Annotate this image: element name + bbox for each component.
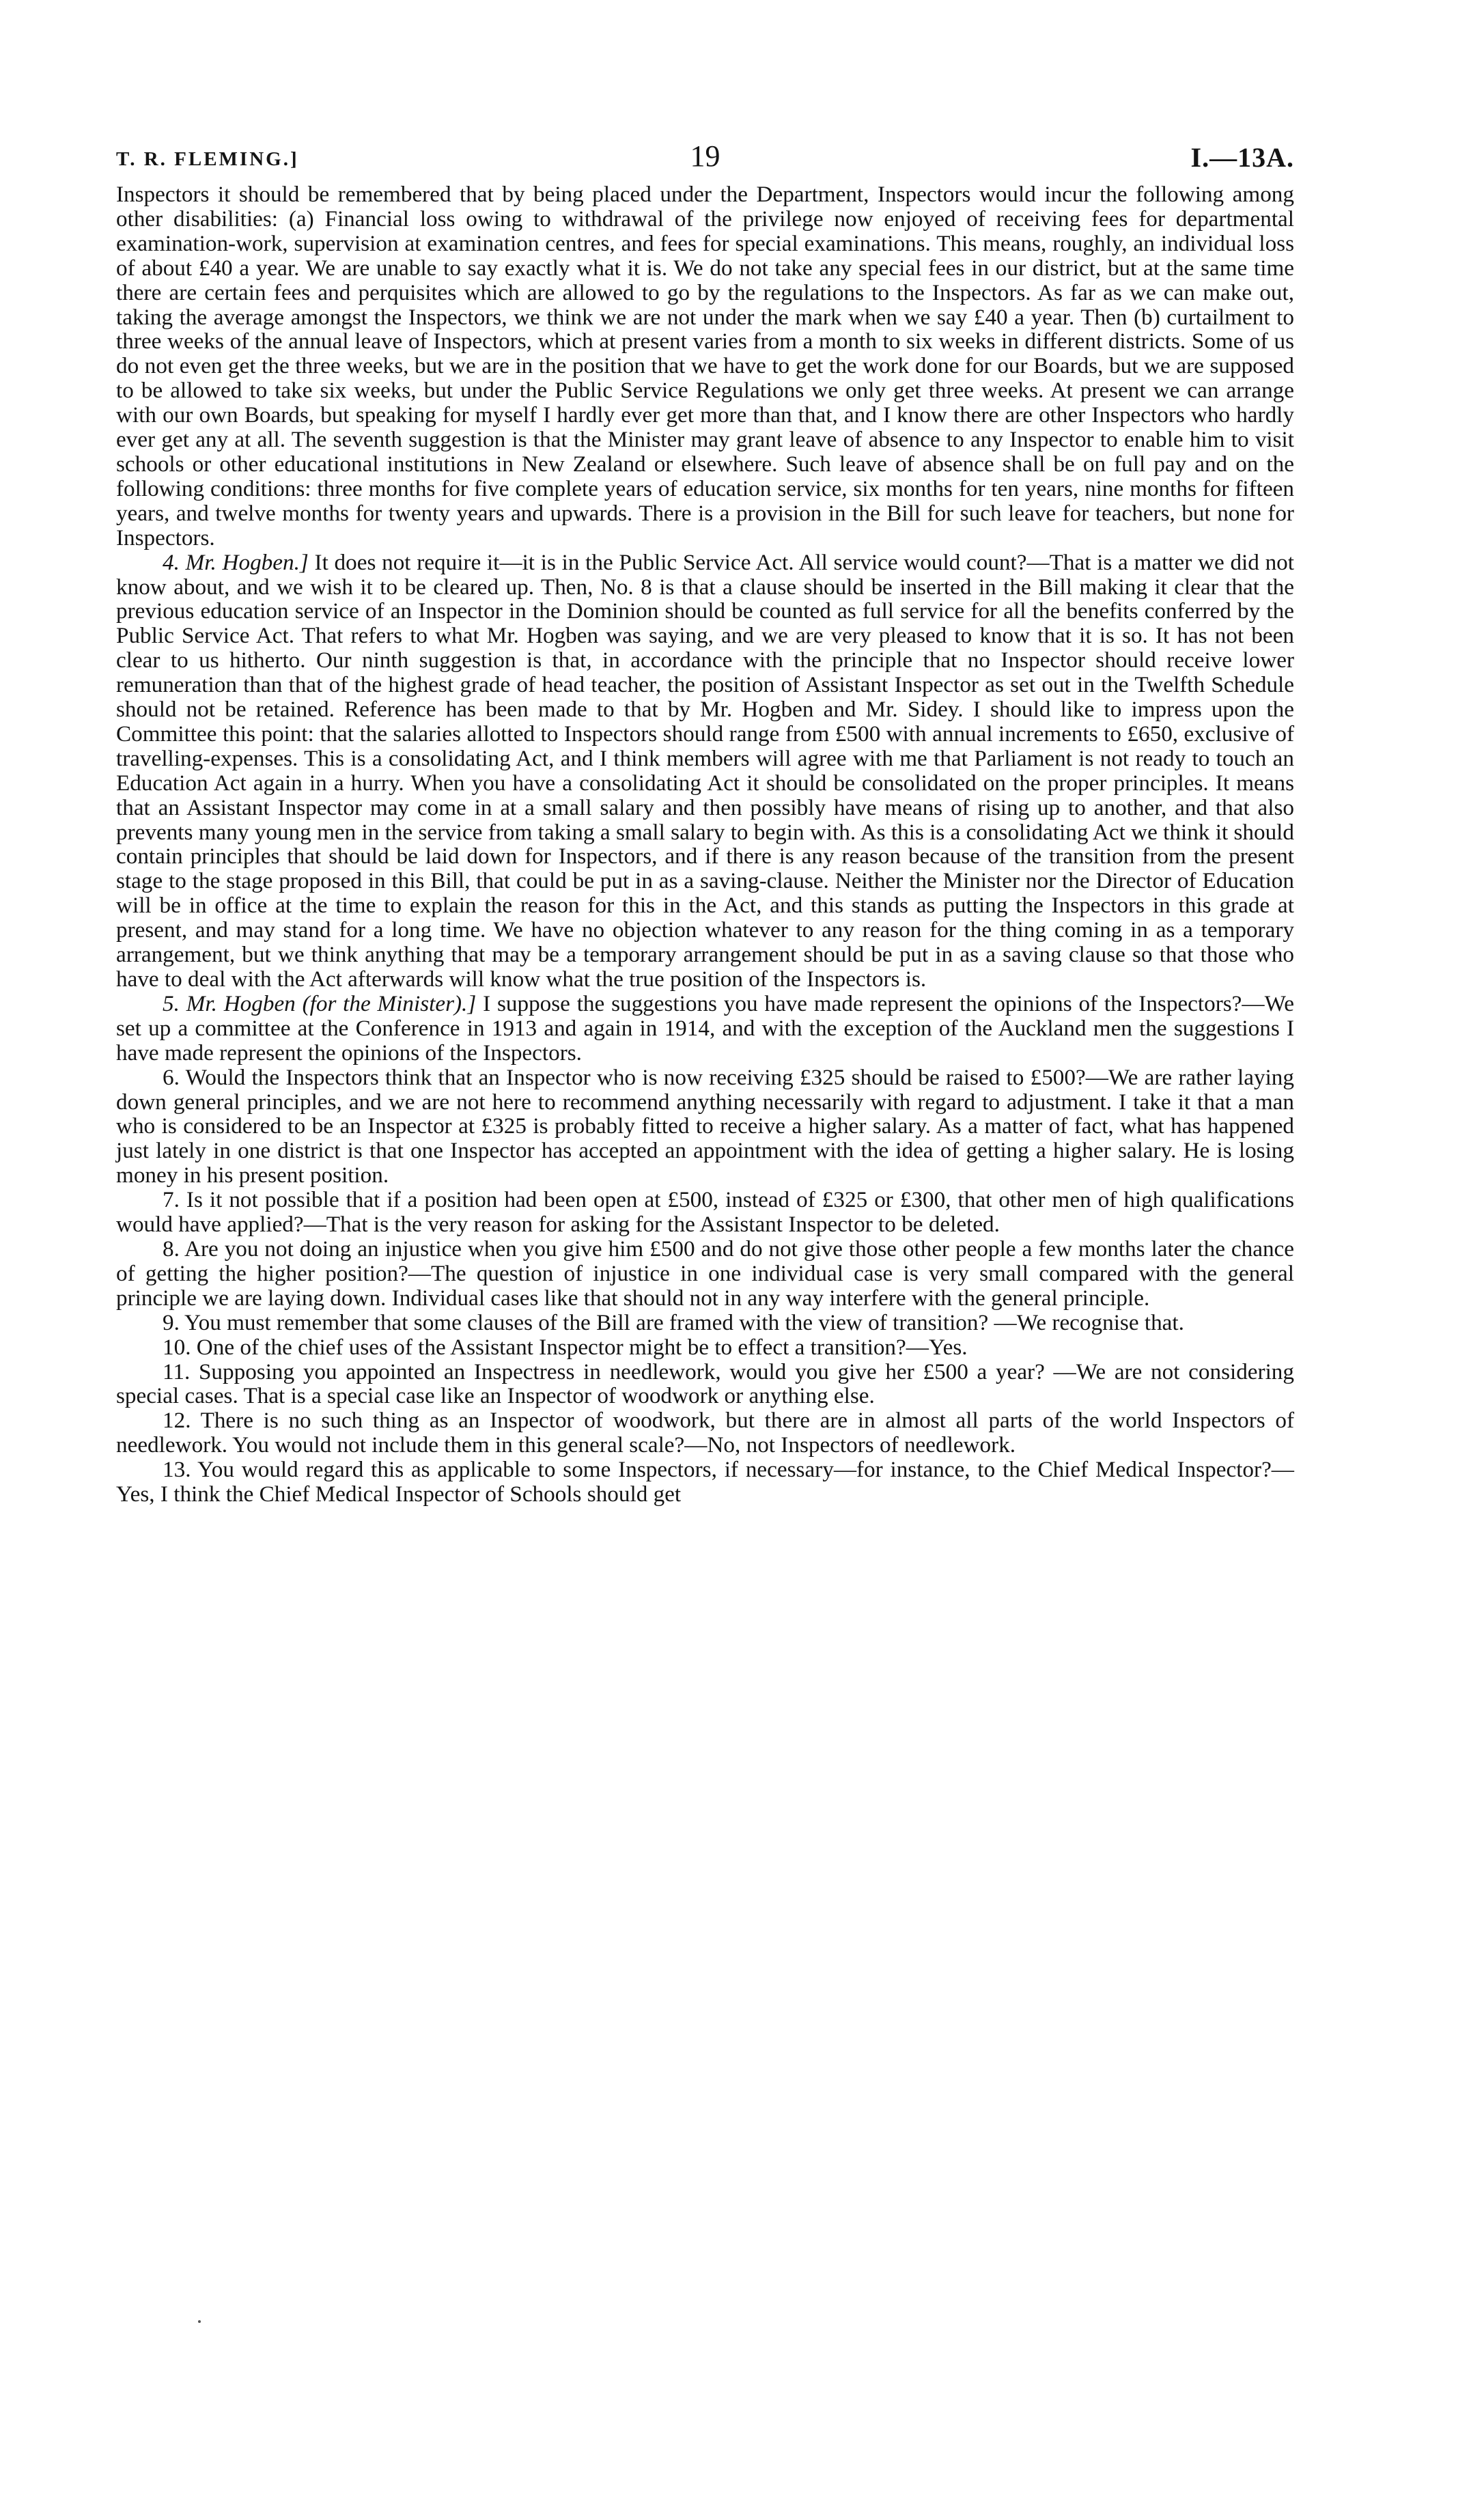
question-number-and-speaker: 4. Mr. Hogben.] (163, 549, 309, 575)
paragraph (116, 1360, 1294, 1409)
paragraph-text: Inspectors it should be remembered that by being placed under the Department, Inspectors would incur the following among other disabilities: (a) Financial loss owing to withdrawal of the privilege now enjoyed of receiving fees for departmental examination-work, supervision at examination centres, and fees for special examinations. This means, roughly, an individual loss of about £40 a year. We are unable to say exactly what it is. We do not take any special fees in our district, but at the same time there are certain fees and perquisites which are allowed to go by the regulations to the Inspectors. As far as we can make out, taking the average amongst the Inspectors, we think we are not under the mark when we say £40 a year. Then (b) curtailment to three weeks of the annual leave of Inspectors, which at present varies from a month to six weeks in different districts. Some of us do not even get the three weeks, but we are in the position that we have to get the work done for our Boards, but we are supposed to be allowed to take six weeks, but under the Public Service Regulations we only get three weeks. At present we can arrange with our own Boards, but speaking for myself I hardly ever get more than that, and I know there are other Inspectors who hardly ever get any at all. The seventh suggestion is that the Minister may grant leave of absence to any Inspector to enable him to visit schools or other educational institutions in New Zealand or elsewhere. Such leave of absence shall be on full pay and on the following conditions: three months for five complete years of education service, six months for ten years, nine months for fifteen years, and twelve months for twenty years and upwards. There is a provision in the Bill for such leave for teachers, but none for Inspectors. (116, 182, 1294, 551)
paragraph (116, 551, 1294, 992)
page-speck (198, 2320, 201, 2323)
paragraph (116, 1458, 1294, 1507)
paragraph (116, 1066, 1294, 1188)
paragraph (116, 182, 1294, 551)
paragraph (116, 1311, 1294, 1335)
paragraph-text: 9. You must remember that some clauses of the Bill are framed with the view of transition? —We recognise that. (163, 1309, 1184, 1335)
paragraph-text: I suppose the suggestions you have made represent the opinions of the Inspectors?—We set up a committee at the Conference in 1913 and again in 1914, and with the exception of the Auckland men the suggestions I have made represent the opinions of the Inspectors. (116, 990, 1294, 1066)
paragraph (116, 992, 1294, 1066)
witness-name: T. R. FLEMING.] (116, 148, 299, 170)
paragraph-text: 7. Is it not possible that if a position had been open at £500, instead of £325 or £300, that other men of high qualifications would have applied?—That is the very reason for asking for the Assistant Inspector to be deleted. (116, 1187, 1294, 1238)
paragraph-text: 11. Supposing you appointed an Inspectress in needlework, would you give her £500 a year? —We are not considering special cases. That is a special case like an Inspector of woodwork or anything else. (116, 1359, 1294, 1409)
paragraph-text: 10. One of the chief uses of the Assistant Inspector might be to effect a transition?—Yes. (163, 1334, 968, 1360)
paragraph (116, 1408, 1294, 1458)
paragraph-text: It does not require it—it is in the Public Service Act. All service would count?—That is a matter we did not know about, and we wish it to be cleared up. Then, No. 8 is that a clause should be inserted in the Bill making it clear that the previous education service of an Inspector in the Dominion should be counted as full service for all the benefits conferred by the Public Service Act. That refers to what Mr. Hogben was saying, and we are very pleased to know that it is so. It has not been clear to us hitherto. Our ninth suggestion is that, in accordance with the principle that no Inspector should receive lower remuneration than that of the highest grade of head teacher, the position of Assistant Inspector as set out in the Twelfth Schedule should not be retained. Reference has been made to that by Mr. Hogben and Mr. Sidey. I should like to impress upon the Committee this point: that the salaries allotted to Inspectors should range from £500 with annual increments to £650, exclusive of travelling-expenses. This is a consolidating Act, and I think members will agree with me that Parliament is not ready to touch an Education Act again in a hurry. When you have a consolidating Act it should be consolidated on the proper principles. It means that an Assistant Inspector may come in at a small salary and then possibly have means of rising up to another, and that also prevents many young men in the service from taking a small salary to begin with. As this is a consolidating Act we think it should contain principles that should be laid down for Inspectors, and if there is any reason because of the transition from the present stage to the stage proposed in this Bill, that could be put in as a saving-clause. Neither the Minister nor the Director of Education will be in office at the time to explain the reason for this in the Act, and this stands as putting the Inspectors in this grade at present, and may stand for a long time. We have no objection whatever to any reason for the thing coming in as a temporary arrangement, but we think anything that may be a temporary arrangement should be put in as a saving clause so that those who have to deal with the Act afterwards will know what the true position of the Inspectors is. (116, 549, 1294, 992)
evidence-text (116, 182, 1294, 1507)
question-number-and-speaker: 5. Mr. Hogben (for the Minister).] (163, 990, 477, 1016)
paragraph-text: 6. Would the Inspectors think that an Inspector who is now receiving £325 should be raised to £500?—We are rather laying down general principles, and we are not here to recommend anything necessarily with regard to adjustment. I take it that a man who is considered to be an Inspector at £325 is probably fitted to receive a higher salary. As a matter of fact, what has happened just lately in one district is that one Inspector has accepted an appointment with the idea of getting a higher salary. He is losing money in his present position. (116, 1064, 1294, 1188)
paragraph (116, 1237, 1294, 1311)
paragraph-text: 13. You would regard this as applicable to some Inspectors, if necessary—for instance, to the Chief Medical Inspector?—Yes, I think the Chief Medical Inspector of Schools should get (116, 1457, 1294, 1507)
page-number: 19 (690, 139, 720, 173)
paragraph-text: 12. There is no such thing as an Inspector of woodwork, but there are in almost all parts of the world Inspectors of needlework. You would not include them in this general scale?—No, not Inspectors of needlework. (116, 1408, 1294, 1458)
paragraph (116, 1335, 1294, 1360)
document-page (116, 133, 1294, 1507)
running-head (116, 133, 1294, 181)
paragraph (116, 1188, 1294, 1237)
paragraph-text: 8. Are you not doing an injustice when you give him £500 and do not give those other people a few months later the chance of getting the higher position?—The question of injustice in one individual case is very small compared with the general principle we are laying down. Individual cases like that should not in any way interfere with the general principle. (116, 1236, 1294, 1311)
paper-reference: I.—13A. (1190, 142, 1294, 173)
